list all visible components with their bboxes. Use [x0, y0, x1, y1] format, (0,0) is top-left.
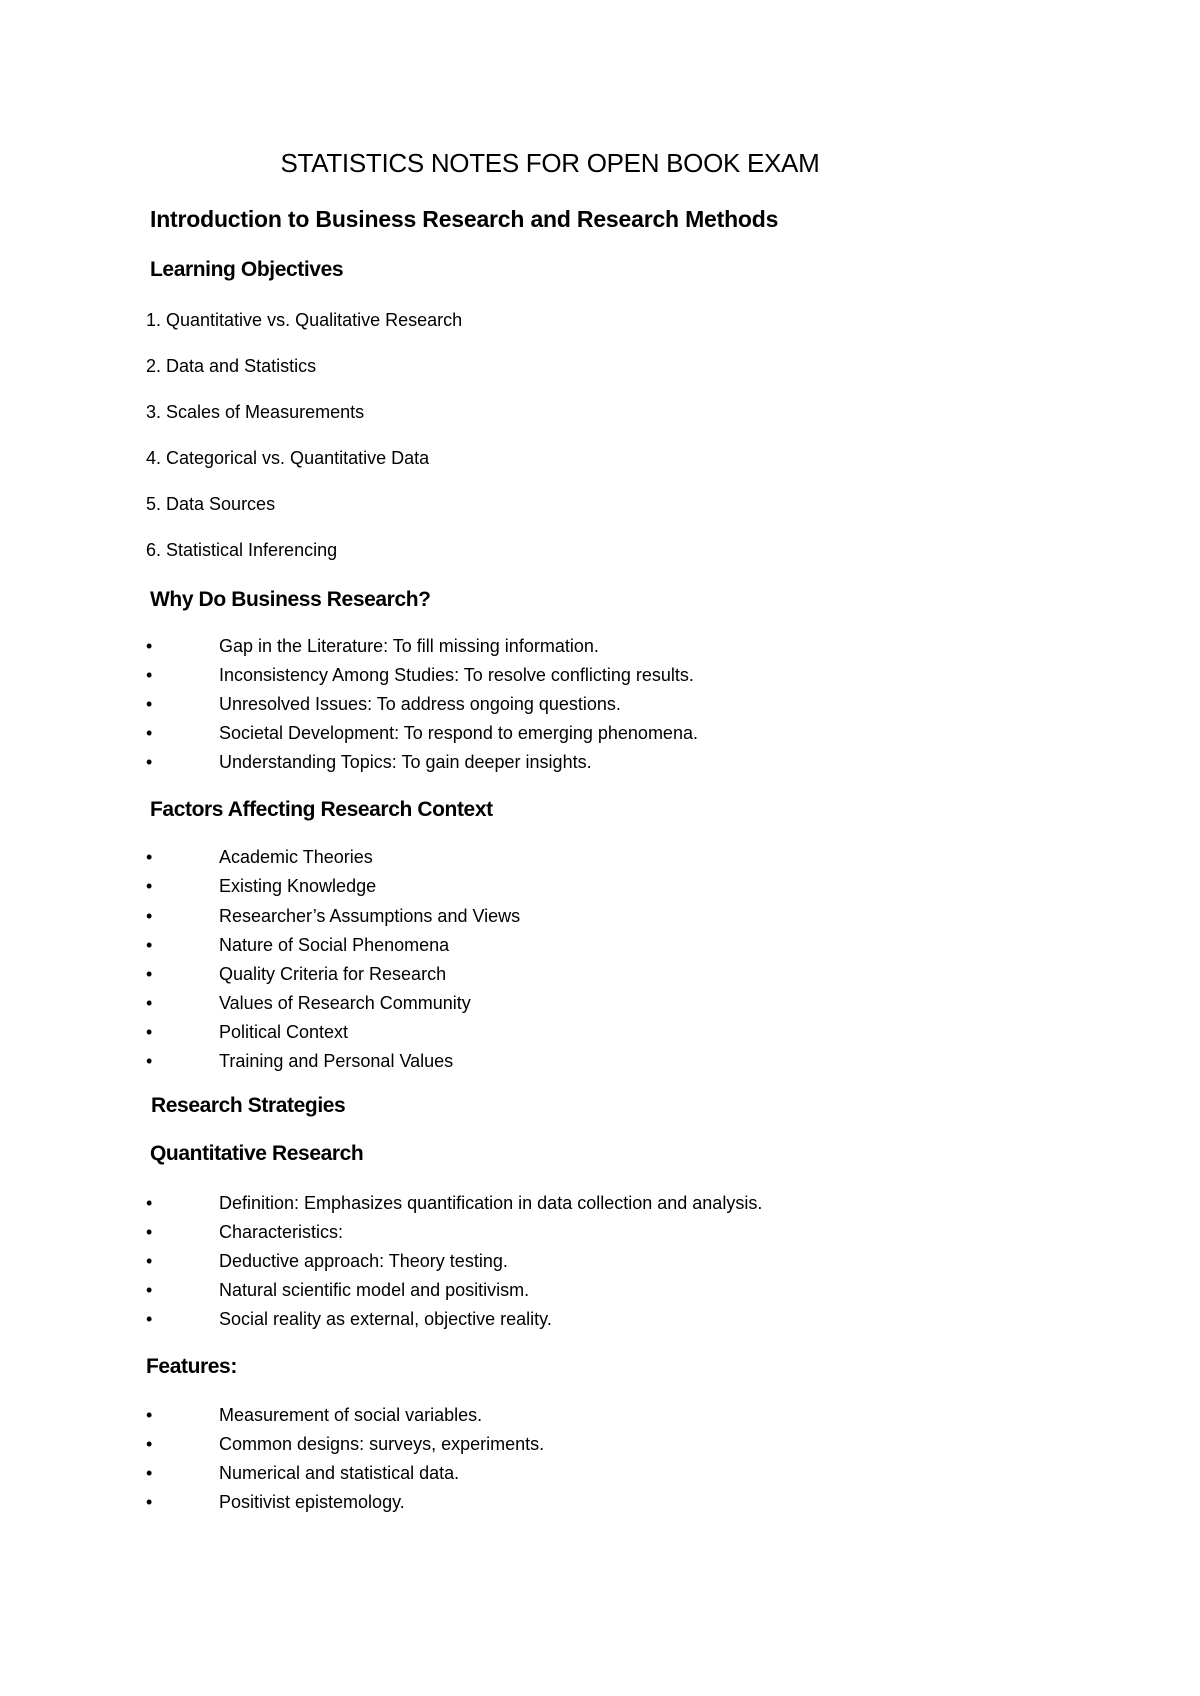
bullet-icon: • [146, 1222, 153, 1242]
list-item-text: Academic Theories [219, 847, 373, 867]
list-item-text: Numerical and statistical data. [219, 1463, 460, 1483]
list-item: 1. Quantitative vs. Qualitative Research [146, 310, 463, 330]
list-item: 2. Data and Statistics [146, 356, 317, 376]
bullet-icon: • [146, 876, 153, 896]
list-item-text: Common designs: surveys, experiments. [219, 1434, 545, 1454]
list-item-text: Natural scientific model and positivism. [219, 1280, 530, 1300]
learning-objectives-heading: Learning Objectives [150, 258, 344, 281]
bullet-icon: • [146, 993, 153, 1013]
list-item: 5. Data Sources [146, 494, 276, 514]
bullet-icon: • [146, 752, 153, 772]
list-item-text: Positivist epistemology. [219, 1492, 405, 1512]
strategies-heading: Research Strategies [151, 1094, 346, 1117]
list-item-text: Social reality as external, objective reality. [219, 1309, 552, 1329]
bullet-icon: • [146, 935, 153, 955]
list-item-text: Definition: Emphasizes quantification in data collection and analysis. [219, 1193, 763, 1213]
list-item-text: Measurement of social variables. [219, 1405, 483, 1425]
list-item-text: Inconsistency Among Studies: To resolve conflicting results. [219, 665, 694, 685]
list-item: 6. Statistical Inferencing [146, 540, 338, 560]
list-item-text: Societal Development: To respond to emerging phenomena. [219, 723, 698, 743]
chapter-heading: Introduction to Business Research and Research Methods [150, 206, 779, 232]
quantitative-heading: Quantitative Research [150, 1142, 364, 1165]
bullet-icon: • [146, 906, 153, 926]
list-item-text: Unresolved Issues: To address ongoing questions. [219, 694, 621, 714]
list-item: 3. Scales of Measurements [146, 402, 365, 422]
bullet-icon: • [146, 1280, 153, 1300]
bullet-icon: • [146, 1022, 153, 1042]
bullet-icon: • [146, 1251, 153, 1271]
bullet-icon: • [146, 1051, 153, 1071]
bullet-icon: • [146, 1193, 153, 1213]
list-item-text: Gap in the Literature: To fill missing information. [219, 636, 599, 656]
bullet-icon: • [146, 665, 153, 685]
list-item-text: Quality Criteria for Research [219, 964, 447, 984]
bullet-icon: • [146, 964, 153, 984]
why-research-heading: Why Do Business Research? [150, 588, 431, 611]
list-item: 4. Categorical vs. Quantitative Data [146, 448, 430, 468]
bullet-icon: • [146, 694, 153, 714]
list-item-text: Nature of Social Phenomena [219, 935, 450, 955]
list-item-text: Understanding Topics: To gain deeper insights. [219, 752, 592, 772]
bullet-icon: • [146, 1309, 153, 1329]
factors-heading: Factors Affecting Research Context [150, 798, 493, 821]
list-item-text: Values of Research Community [219, 993, 471, 1013]
list-item-text: Characteristics: [219, 1222, 344, 1242]
list-item-text: Political Context [219, 1022, 349, 1042]
bullet-icon: • [146, 847, 153, 867]
bullet-icon: • [146, 1434, 153, 1454]
features-heading: Features: [146, 1355, 237, 1378]
bullet-icon: • [146, 636, 153, 656]
bullet-icon: • [146, 1492, 153, 1512]
bullet-icon: • [146, 723, 153, 743]
list-item-text: Deductive approach: Theory testing. [219, 1251, 508, 1271]
list-item-text: Training and Personal Values [219, 1051, 454, 1071]
bullet-icon: • [146, 1405, 153, 1425]
list-item-text: Existing Knowledge [219, 876, 377, 896]
bullet-icon: • [146, 1463, 153, 1483]
document-title: STATISTICS NOTES FOR OPEN BOOK EXAM [280, 148, 820, 178]
list-item-text: Researcher’s Assumptions and Views [219, 906, 521, 926]
